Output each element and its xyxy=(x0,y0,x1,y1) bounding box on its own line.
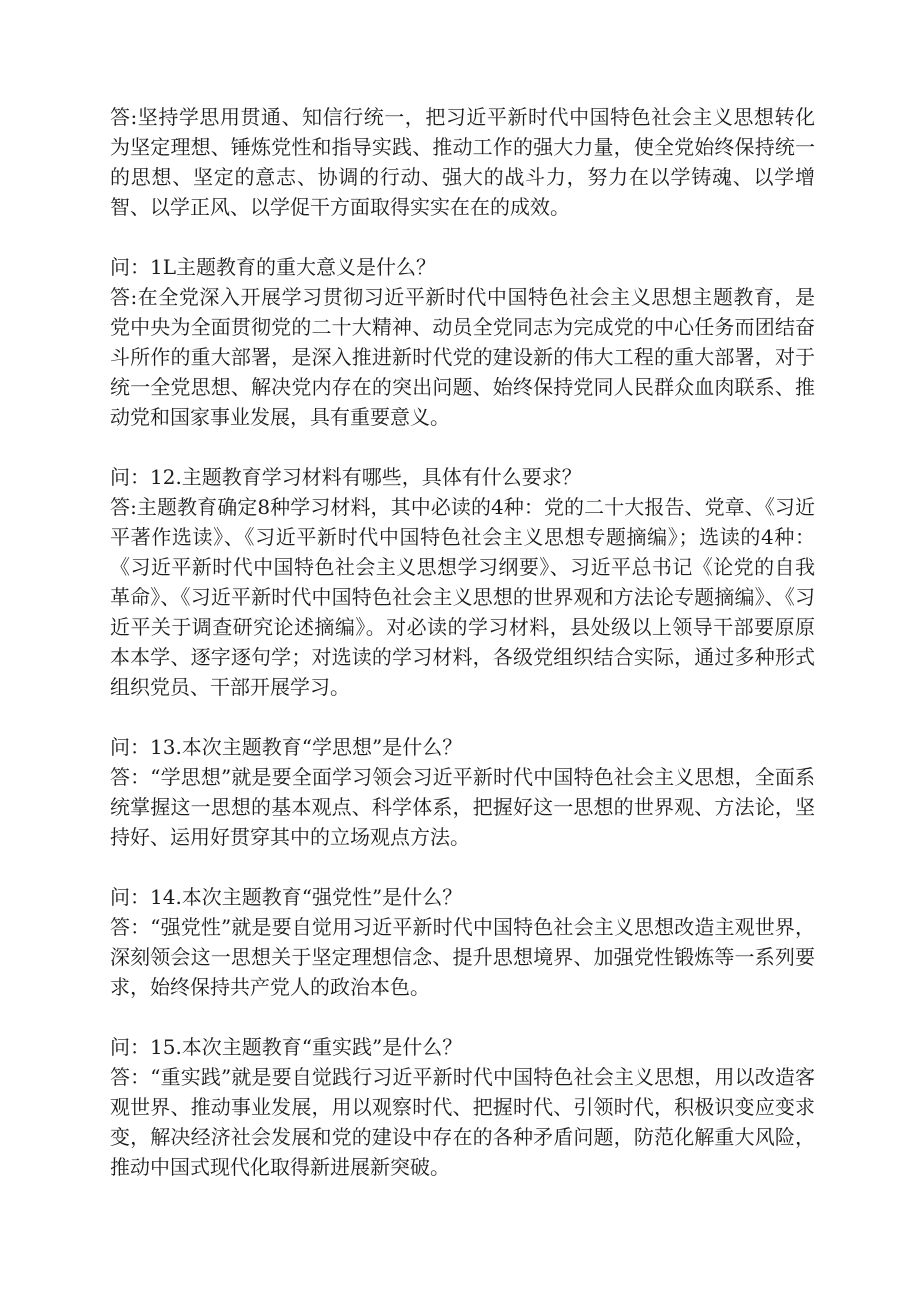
answer-text: 答:在全党深入开展学习贯彻习近平新时代中国特色社会主义思想主题教育，是党中央为全面贯彻党的二十大精神、动员全党同志为完成党的中心任务而团结奋斗所作的重大部署，是深入推进新时代党的建设新的伟大工程的重大部署，对于统一全党思想、解决党内存在的突出问题、始终保持党同人民群众血肉联系、推动党和国家事业发展，具有重要意义。 xyxy=(110,285,815,429)
question-text: 问：1L主题教育的重大意义是什么？ xyxy=(110,255,437,279)
question-text: 问：13.本次主题教育“学思想”是什么？ xyxy=(110,735,463,759)
answer-text: 答:主题教育确定8种学习材料，其中必读的4种：党的二十大报告、党章、《习近平著作选读》、《习近平新时代中国特色社会主义思想专题摘编》；选读的4种：《习近平新时代中国特色社会主义思想学习纲要》、习近平总书记《论党的自我革命》、《习近平新时代中国特色社会主义思想的世界观和方法论专题摘编》、《习近平关于调查研究论述摘编》。对必读的学习材料，县处级以上领导干部要原原本本学、逐字逐句学；对选读的学习材料，各级党组织结合实际，通过多种形式组织党员、干部开展学习。 xyxy=(110,495,815,699)
qa-block-13 xyxy=(110,732,815,852)
question-text: 问：14.本次主题教育“强党性”是什么？ xyxy=(110,885,463,909)
question-text: 问：12.主题教育学习材料有哪些，具体有什么要求？ xyxy=(110,465,582,489)
document-page xyxy=(110,102,815,1212)
qa-block-14 xyxy=(110,882,815,1002)
qa-block-12 xyxy=(110,462,815,702)
qa-block-11 xyxy=(110,252,815,432)
qa-block-10 xyxy=(110,102,815,222)
answer-text: 答：“重实践”就是要自觉践行习近平新时代中国特色社会主义思想，用以改造客观世界、推动事业发展，用以观察时代、把握时代、引领时代，积极识变应变求变，解决经济社会发展和党的建设中存在的各种矛盾问题，防范化解重大风险，推动中国式现代化取得新进展新突破。 xyxy=(110,1065,815,1179)
answer-text: 答：“学思想”就是要全面学习领会习近平新时代中国特色社会主义思想，全面系统掌握这一思想的基本观点、科学体系，把握好这一思想的世界观、方法论，坚持好、运用好贯穿其中的立场观点方法。 xyxy=(110,765,815,849)
answer-text: 答:坚持学思用贯通、知信行统一，把习近平新时代中国特色社会主义思想转化为坚定理想、锤炼党性和指导实践、推动工作的强大力量，使全党始终保持统一的思想、坚定的意志、协调的行动、强大的战斗力，努力在以学铸魂、以学增智、以学正风、以学促干方面取得实实在在的成效。 xyxy=(110,105,815,219)
question-text: 问：15.本次主题教育“重实践”是什么？ xyxy=(110,1035,463,1059)
qa-block-15 xyxy=(110,1032,815,1182)
answer-text: 答：“强党性”就是要自觉用习近平新时代中国特色社会主义思想改造主观世界，深刻领会这一思想关于坚定理想信念、提升思想境界、加强党性锻炼等一系列要求，始终保持共产党人的政治本色。 xyxy=(110,915,815,999)
